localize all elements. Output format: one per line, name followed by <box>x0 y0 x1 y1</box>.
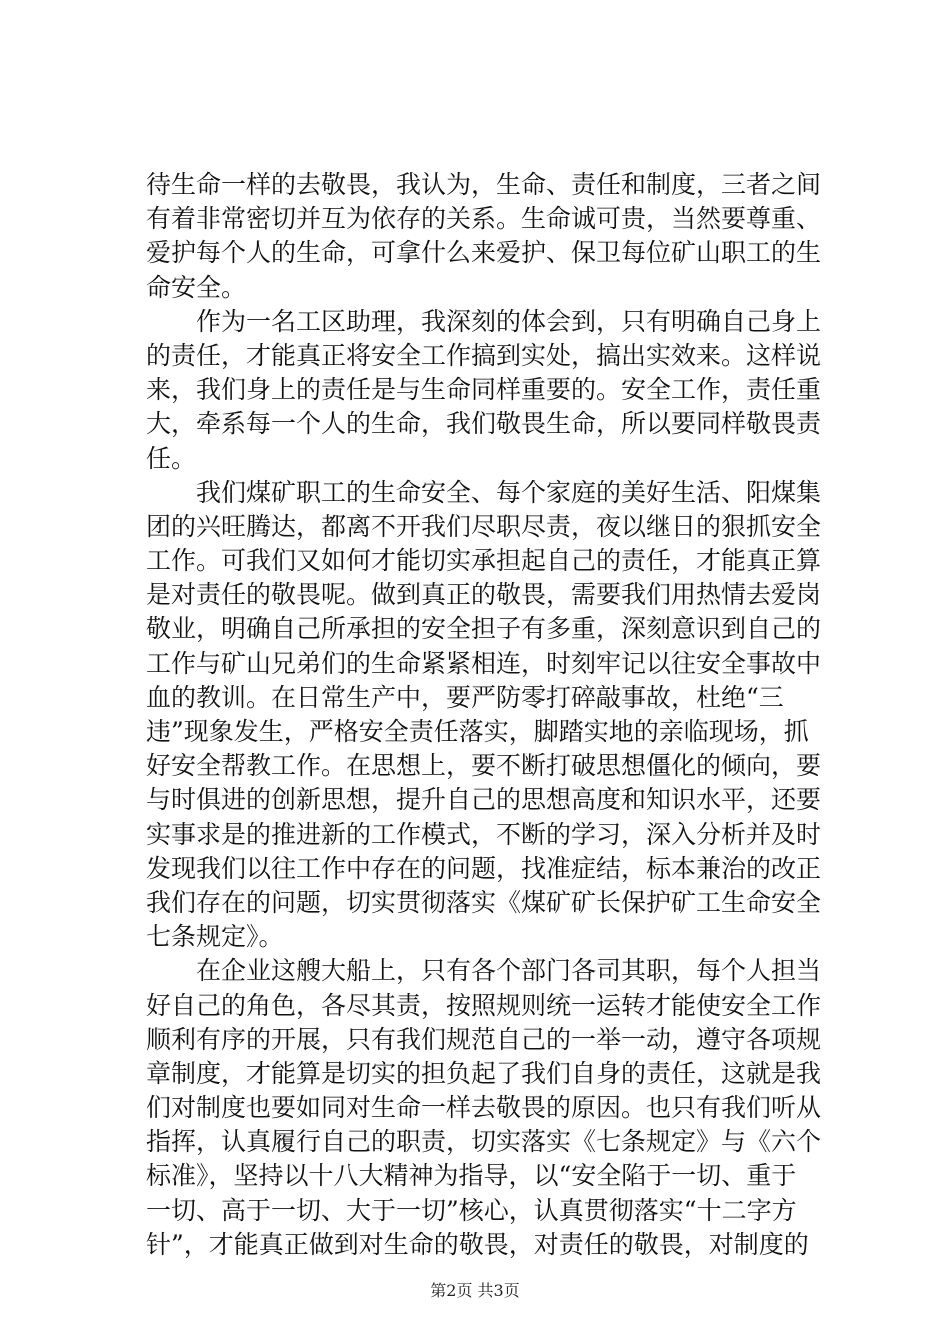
text-line: 工作。可我们又如何才能切实承担起自己的责任，才能真正算 <box>146 546 822 576</box>
text-line: 任。 <box>146 443 197 473</box>
text-line: 针”，才能真正做到对生命的敬畏，对责任的敬畏，对制度的 <box>146 1229 809 1259</box>
text-line: 违”现象发生，严格安全责任落实，脚踏实地的亲临现场，抓 <box>146 717 809 746</box>
text-line: 大，牵系每一个人的生命，我们敬畏生命，所以要同样敬畏责 <box>146 409 822 439</box>
text-line: 作为一名工区助理，我深刻的体会到，只有明确自己身上 <box>146 306 822 336</box>
text-line: 七条规定》。 <box>146 922 284 952</box>
text-line: 的责任，才能真正将安全工作搞到实处，搞出实效来。这样说 <box>146 340 822 370</box>
text-line: 在企业这艘大船上，只有各个部门各司其职，每个人担当 <box>146 956 822 986</box>
text-line: 与时俱进的创新思想，提升自己的思想高度和知识水平，还要 <box>146 785 822 815</box>
text-line: 我们存在的问题，切实贯彻落实《煤矿矿长保护矿工生命安全 <box>146 887 822 917</box>
text-line: 发现我们以往工作中存在的问题，找准症结，标本兼治的改正 <box>146 853 822 883</box>
text-line: 敬业，明确自己所承担的安全担子有多重，深刻意识到自己的 <box>146 614 822 644</box>
text-line: 我们煤矿职工的生命安全、每个家庭的美好生活、阳煤集 <box>146 477 822 507</box>
body-text <box>146 168 822 1262</box>
text-line: 标准》，坚持以十八大精神为指导，以“安全陷于一切、重于 <box>146 1161 797 1191</box>
text-line: 好安全帮教工作。在思想上，要不断打破思想僵化的倾向，要 <box>146 751 822 781</box>
text-line: 顺利有序的开展，只有我们规范自己的一举一动，遵守各项规 <box>146 1024 822 1054</box>
text-line: 实事求是的推进新的工作模式，不断的学习，深入分析并及时 <box>146 819 822 849</box>
text-line: 章制度，才能算是切实的担负起了我们自身的责任，这就是我 <box>146 1058 822 1088</box>
text-line: 好自己的角色，各尽其责，按照规则统一运转才能使安全工作 <box>146 990 822 1020</box>
text-line: 是对责任的敬畏呢。做到真正的敬畏，需要我们用热情去爱岗 <box>146 580 822 610</box>
text-line: 指挥，认真履行自己的职责，切实落实《七条规定》与《六个 <box>146 1127 822 1157</box>
text-line: 命安全。 <box>146 272 247 302</box>
text-line: 爱护每个人的生命，可拿什么来爱护、保卫每位矿山职工的生 <box>146 238 822 268</box>
text-line: 们对制度也要如同对生命一样去敬畏的原因。也只有我们听从 <box>146 1093 822 1123</box>
page-number-footer: 第2页 共3页 <box>430 1281 520 1300</box>
text-line: 有着非常密切并互为依存的关系。生命诚可贵，当然要尊重、 <box>146 204 822 234</box>
text-line: 待生命一样的去敬畏，我认为，生命、责任和制度，三者之间 <box>146 170 822 199</box>
text-line: 团的兴旺腾达，都离不开我们尽职尽责，夜以继日的狠抓安全 <box>146 511 822 541</box>
text-line: 来，我们身上的责任是与生命同样重要的。安全工作，责任重 <box>146 375 822 405</box>
text-line: 工作与矿山兄弟们的生命紧紧相连，时刻牢记以往安全事故中 <box>146 648 822 678</box>
text-line: 血的教训。在日常生产中，要严防零打碎敲事故，杜绝“三 <box>146 682 784 712</box>
text-line: 一切、高于一切、大于一切”核心，认真贯彻落实“十二字方 <box>146 1195 797 1225</box>
